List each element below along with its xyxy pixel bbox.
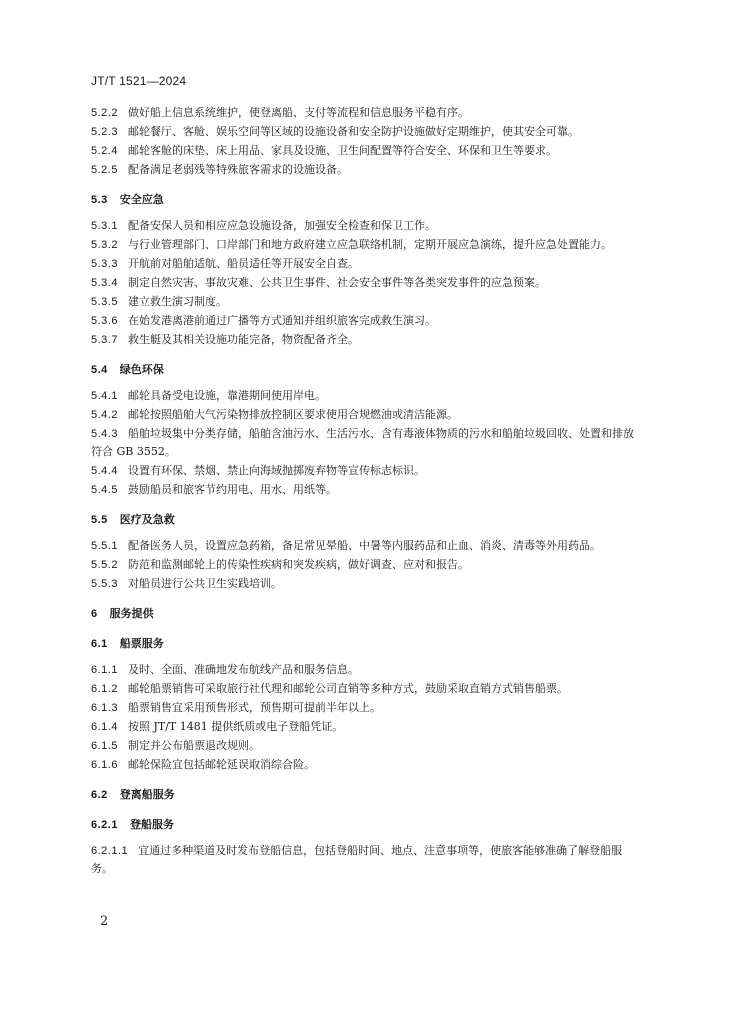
section-title: 登离船服务	[119, 788, 175, 801]
clause-number: 5.2.2	[91, 107, 118, 119]
clause-text: 邮轮按照船舶大气污染物排放控制区要求使用合规燃油或清洁能源。	[127, 408, 458, 421]
clause-number: 6.1.4	[91, 721, 118, 733]
clause-number: 6.1.5	[91, 740, 118, 752]
clause-text: 建立救生演习制度。	[127, 295, 227, 308]
section-heading	[91, 511, 641, 529]
clause-paragraph	[91, 699, 641, 717]
clause-paragraph	[91, 680, 641, 698]
section-heading	[91, 635, 641, 653]
clause-number: 5.5.2	[91, 559, 118, 571]
clause-text: 开航前对船舶适航、船员适任等开展安全自查。	[127, 257, 359, 270]
section-number: 5.4	[91, 364, 108, 376]
clause-number: 5.2.3	[91, 126, 118, 138]
clause-text: 设置有环保、禁烟、禁止向海域抛掷废弃物等宣传标志标识。	[127, 464, 425, 477]
clause-text: 及时、全面、准确地发布航线产品和服务信息。	[127, 663, 359, 676]
clause-number: 5.3.4	[91, 277, 118, 289]
clause-text: 邮轮客舱的床垫、床上用品、家具及设施、卫生间配置等符合安全、环保和卫生等要求。	[127, 144, 557, 157]
clause-text: 宜通过多种渠道及时发布登船信息，包括登船时间、地点、注意事项等，使旅客能够准确了解登船服务。	[91, 844, 623, 875]
clause-number: 5.3.3	[91, 258, 118, 270]
page-number: 2	[100, 914, 109, 929]
clause-number: 5.3.1	[91, 220, 118, 232]
section-title: 安全应急	[119, 193, 164, 206]
clause-text: 邮轮船票销售可采取旅行社代理和邮轮公司直销等多种方式，鼓励采取直销方式销售船票。	[127, 682, 568, 695]
clause-text: 在始发港离港前通过广播等方式通知并组织旅客完成救生演习。	[127, 314, 436, 327]
clause-paragraph	[91, 718, 641, 736]
clause-number: 5.3.2	[91, 239, 118, 251]
clause-number: 5.4.2	[91, 409, 118, 421]
clause-paragraph	[91, 537, 641, 555]
clause-paragraph	[91, 481, 641, 499]
clause-paragraph	[91, 661, 641, 679]
clause-paragraph	[91, 331, 641, 349]
clause-paragraph	[91, 387, 641, 405]
clause-paragraph	[91, 425, 641, 461]
clause-paragraph	[91, 236, 641, 254]
clause-text: 配备医务人员，设置应急药箱，备足常见晕船、中暑等内服药品和止血、消炎、清毒等外用药品。	[127, 539, 601, 552]
section-title: 登船服务	[129, 818, 174, 831]
clause-text: 防范和监测邮轮上的传染性疾病和突发疾病，做好调查、应对和报告。	[127, 558, 469, 571]
clause-paragraph	[91, 104, 641, 122]
clause-number: 6.2.1.1	[91, 845, 129, 857]
section-number: 5.3	[91, 194, 108, 206]
clause-number: 6.1.6	[91, 759, 118, 771]
clause-number: 5.4.4	[91, 465, 118, 477]
clause-text: 鼓励船员和旅客节约用电、用水、用纸等。	[127, 483, 337, 496]
clause-paragraph	[91, 842, 641, 878]
clause-paragraph	[91, 312, 641, 330]
section-number: 6.2.1	[91, 819, 118, 831]
clause-number: 5.3.7	[91, 334, 118, 346]
clause-paragraph	[91, 217, 641, 235]
clause-text: 邮轮餐厅、客舱、娱乐空间等区域的设施设备和安全防护设施做好定期维护，使其安全可靠。	[127, 125, 579, 138]
clause-text: 做好船上信息系统维护，使登离船、支付等流程和信息服务平稳有序。	[127, 106, 469, 119]
clause-text: 与行业管理部门、口岸部门和地方政府建立应急联络机制，定期开展应急演练，提升应急处置能力。	[127, 238, 612, 251]
clause-paragraph	[91, 737, 641, 755]
clause-text: 对船员进行公共卫生实践培训。	[127, 577, 282, 590]
clause-number: 5.4.1	[91, 390, 118, 402]
section-title: 医疗及急救	[119, 513, 175, 526]
clause-paragraph	[91, 575, 641, 593]
section-number: 6.1	[91, 638, 108, 650]
clause-paragraph	[91, 406, 641, 424]
clause-text: 船票销售宜采用预售形式，预售期可提前半年以上。	[127, 701, 381, 714]
clause-number: 6.1.3	[91, 702, 118, 714]
clause-number: 6.1.1	[91, 664, 118, 676]
clause-paragraph	[91, 293, 641, 311]
clause-text: 配备满足老弱残等特殊旅客需求的设施设备。	[127, 163, 348, 176]
section-number: 6	[91, 608, 98, 620]
clause-text: 邮轮保险宜包括邮轮延误取消综合险。	[127, 758, 315, 771]
clause-number: 5.3.6	[91, 315, 118, 327]
clause-number: 5.2.4	[91, 145, 118, 157]
clause-text: 制定并公布船票退改规则。	[127, 739, 260, 752]
clause-paragraph	[91, 142, 641, 160]
clause-paragraph	[91, 462, 641, 480]
section-heading	[91, 786, 641, 804]
clause-number: 5.2.5	[91, 164, 118, 176]
standard-code-header: JT/T 1521—2024	[91, 74, 187, 88]
clause-number: 6.1.2	[91, 683, 118, 695]
clause-number: 5.4.3	[91, 428, 118, 440]
section-heading	[91, 191, 641, 209]
section-number: 6.2	[91, 789, 108, 801]
clause-paragraph	[91, 756, 641, 774]
clause-number: 5.5.1	[91, 540, 118, 552]
clause-paragraph	[91, 255, 641, 273]
section-title: 船票服务	[119, 637, 164, 650]
section-heading	[91, 361, 641, 379]
clause-number: 5.3.5	[91, 296, 118, 308]
clause-paragraph	[91, 161, 641, 179]
clause-text: 按照 JT/T 1481 提供纸质或电子登船凭证。	[127, 720, 344, 733]
clause-paragraph	[91, 274, 641, 292]
clause-text: 制定自然灾害、事故灾难、公共卫生事件、社会安全事件等各类突发事件的应急预案。	[127, 276, 546, 289]
section-heading	[91, 605, 641, 623]
clause-paragraph	[91, 556, 641, 574]
section-title: 绿色环保	[119, 363, 164, 376]
section-heading	[91, 816, 641, 834]
clause-paragraph	[91, 123, 641, 141]
clause-text: 船舶垃圾集中分类存储，船舶含油污水、生活污水、含有毒液体物质的污水和船舶垃圾回收、处置和排放符合 GB 3552。	[91, 427, 634, 458]
section-title: 服务提供	[109, 607, 154, 620]
clause-number: 5.5.3	[91, 578, 118, 590]
clause-text: 配备安保人员和相应应急设施设备，加强安全检查和保卫工作。	[127, 219, 436, 232]
clause-number: 5.4.5	[91, 484, 118, 496]
clause-text: 邮轮具备受电设施，靠港期间使用岸电。	[127, 389, 326, 402]
clause-text: 救生艇及其相关设施功能完备，物资配备齐全。	[127, 333, 359, 346]
document-body	[91, 104, 641, 879]
section-number: 5.5	[91, 514, 108, 526]
